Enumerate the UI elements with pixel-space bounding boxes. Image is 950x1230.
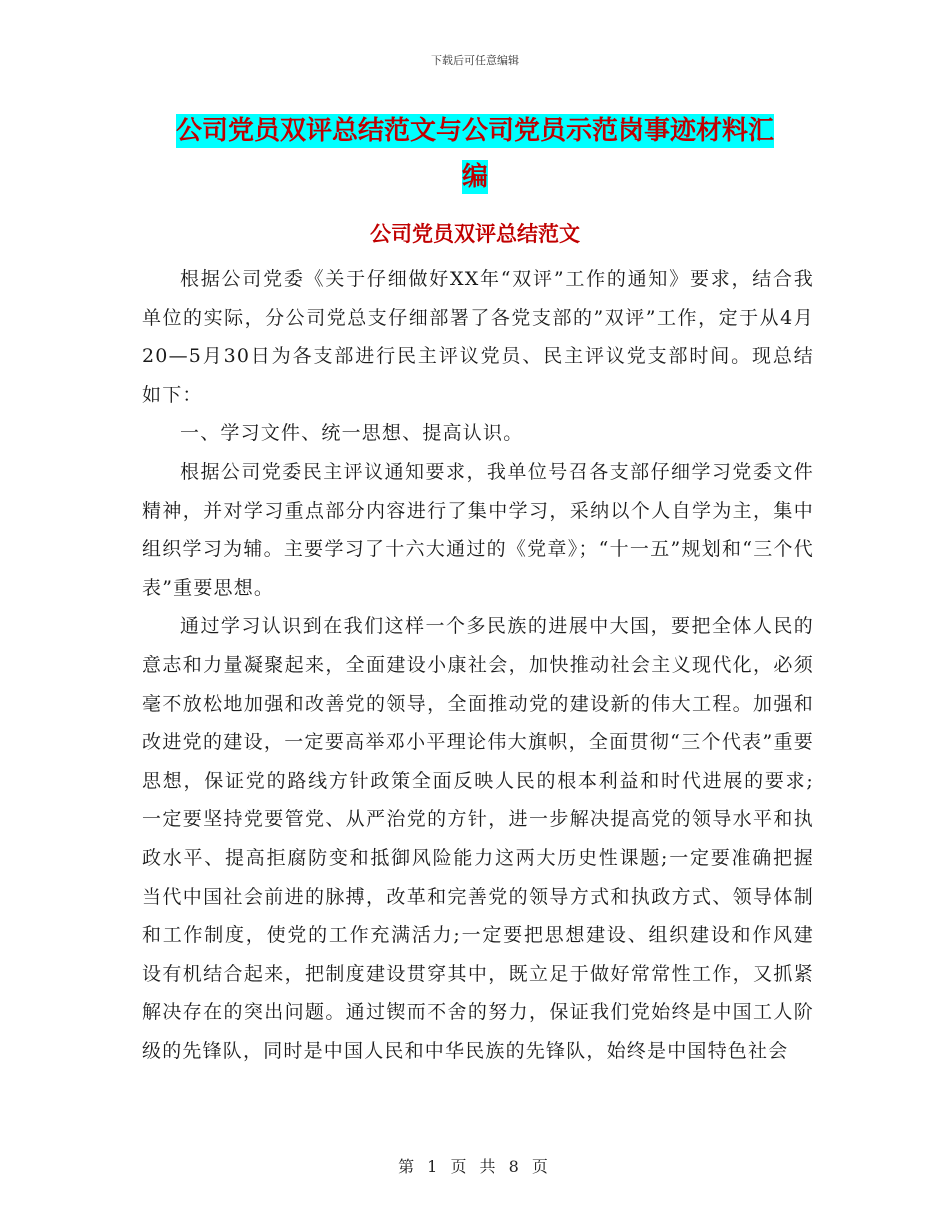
paragraph-understanding: 通过学习认识到在我们这样一个多民族的进展中大国，要把全体人民的意志和力量凝聚起来，全面建设小康社会，加快推动社会主义现代化，必须毫不放松地加强和改善党的领导，全面推动党的建设新的伟大工程。加强和改进党的建设，一定要高举邓小平理论伟大旗帜，全面贯彻“三个代表”重要思想，保证党的路线方针政策全面反映人民的根本利益和时代进展的要求;一定要坚持党要管党、从严治党的方针，进一步解决提高党的领导水平和执政水平、提高拒腐防变和抵御风险能力这两大历史性课题;一定要准确把握当代中国社会前进的脉搏，改革和完善党的领导方式和执政方式、领导体制和工作制度，使党的工作充满活力;一定要把思想建设、组织建设和作风建设有机结合起来，把制度建设贯穿其中，既立足于做好常常性工作，又抓紧解决存在的突出问题。通过锲而不舍的努力，保证我们党始终是中国工人阶级的先锋队，同时是中国人民和中华民族的先锋队，始终是中国特色社会 [142, 615, 814, 1062]
paragraph-study: 根据公司党委民主评议通知要求，我单位号召各支部仔细学习党委文件精神，并对学习重点部分内容进行了集中学习，采纳以个人自学为主，集中组织学习为辅。主要学习了十六大通过的《党章》；“十一五”规划和“三个代表”重要思想。 [142, 460, 814, 599]
document-title-line-2: 编 [461, 162, 488, 192]
section-heading: 公司党员双评总结范文 [370, 222, 580, 246]
paragraph-intro: 根据公司党委《关于仔细做好XX年“双评”工作的通知》要求，结合我单位的实际，分公司党总支仔细部署了各党支部的”双评”工作，定于从4月20—5月30日为各支部进行民主评议党员、民主评议党支部时间。现总结如下： [142, 268, 814, 406]
page-number-footer: 第 1 页 共 8 页 [398, 1157, 552, 1176]
page-header-note: 下载后可任意编辑 [431, 54, 519, 67]
document-body [142, 260, 814, 1070]
paragraph-item-1-heading: 一、学习文件、统一思想、提高认识。 [180, 422, 524, 445]
document-title-line-1: 公司党员双评总结范文与公司党员示范岗事迹材料汇 [175, 116, 774, 146]
document-title [130, 108, 820, 200]
